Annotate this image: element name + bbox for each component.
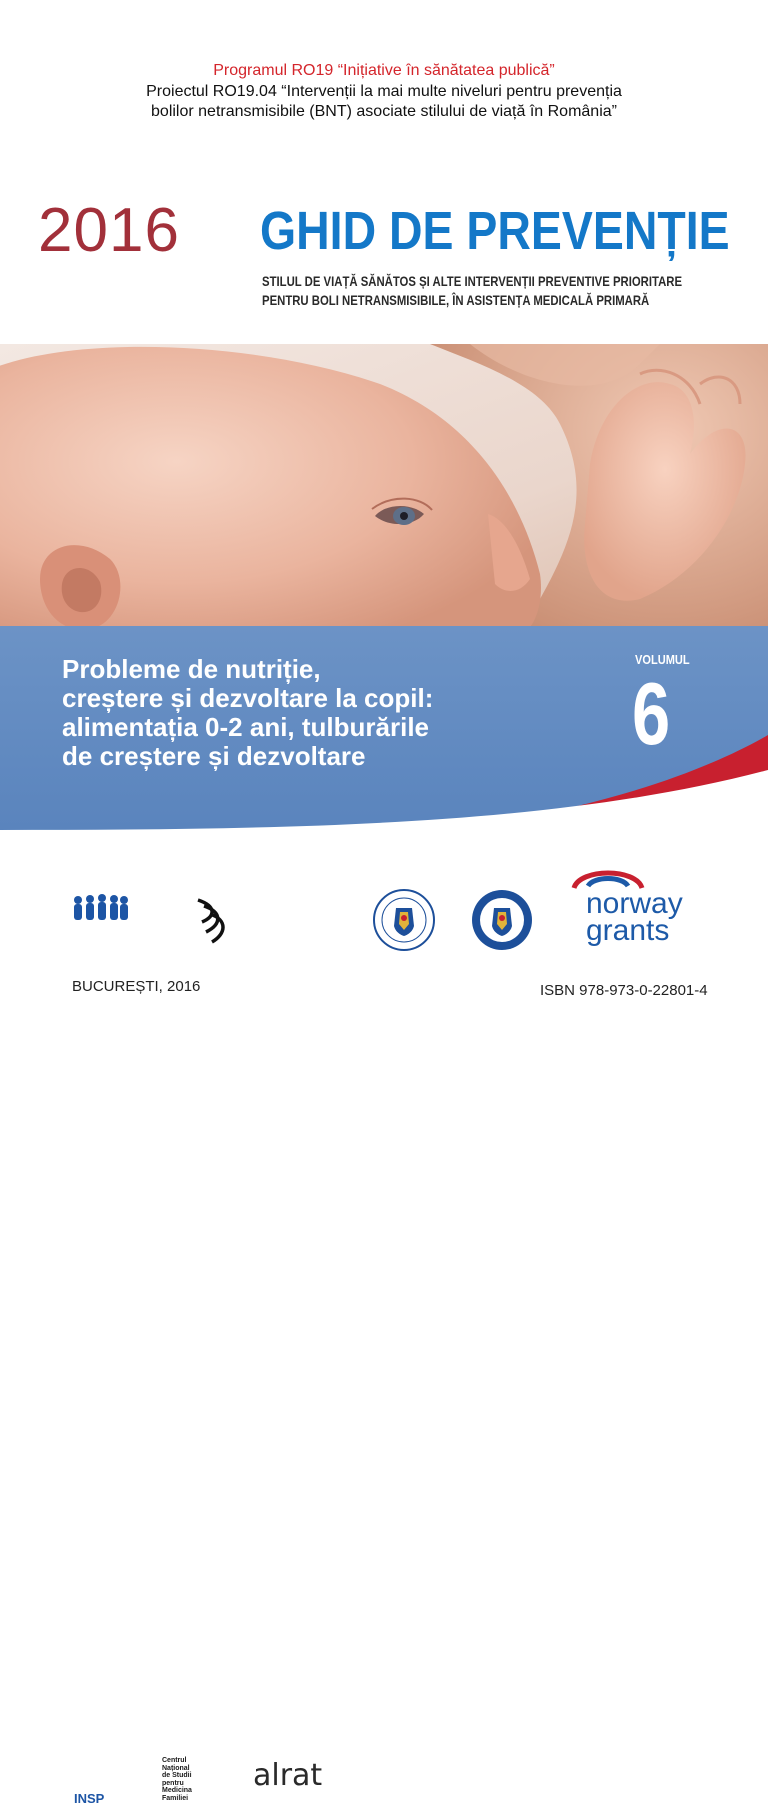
publication-place-year: BUCUREȘTI, 2016	[72, 978, 201, 995]
volume-number: 6	[632, 664, 671, 763]
alrat-label: alrat	[253, 1758, 323, 1793]
norway-grants-label	[586, 887, 683, 947]
government-seal-icon	[470, 888, 534, 952]
guide-subtitle	[262, 272, 716, 310]
norway-line: norway	[586, 887, 683, 920]
header-block	[0, 60, 768, 122]
cnsp-line: Centrul	[162, 1757, 187, 1764]
project-line: Proiectul RO19.04 “Intervenții la mai multe niveluri pentru prevenția	[146, 83, 622, 100]
cnsp-line: Familiei	[162, 1794, 189, 1802]
program-title: Programul RO19 “Inițiative în sănătatea publică”	[213, 62, 555, 79]
project-description	[0, 82, 768, 122]
topic-line: creștere și dezvoltare la copil:	[62, 683, 434, 713]
cnsp-line: Național	[162, 1764, 190, 1772]
cover-photo	[0, 344, 768, 634]
project-line: bolilor netransmisibile (BNT) asociate stilului de viață în România”	[151, 103, 617, 120]
norway-line: grants	[586, 914, 670, 947]
isbn: ISBN 978-973-0-22801-4	[540, 982, 708, 999]
guide-title: GHID DE PREVENȚIE	[260, 201, 730, 261]
volume-label: VOLUMUL	[635, 652, 690, 667]
subtitle-line: STILUL DE VIAȚĂ SĂNĂTOS ȘI ALTE INTERVENȚII PREVENTIVE PRIORITARE	[262, 273, 683, 289]
insp-logo	[70, 894, 130, 934]
volume-topic	[62, 655, 562, 771]
cnsp-line: de Studii	[162, 1772, 192, 1779]
cnsp-line: Medicina	[162, 1787, 192, 1794]
topic-line: de creștere și dezvoltare	[62, 741, 366, 771]
cnsp-stripes-icon	[196, 896, 228, 944]
edition-year: 2016	[38, 196, 180, 265]
ministry-seal-icon	[372, 888, 436, 952]
subtitle-line: PENTRU BOLI NETRANSMISIBILE, ÎN ASISTENȚA MEDICALĂ PRIMARĂ	[262, 292, 650, 308]
topic-line: alimentația 0-2 ani, tulburările	[62, 712, 429, 742]
cnsp-label	[162, 1757, 202, 1802]
insp-label: INSP	[74, 1791, 105, 1806]
topic-line: Probleme de nutriție,	[62, 654, 321, 684]
cnsp-line: pentru	[162, 1779, 184, 1787]
